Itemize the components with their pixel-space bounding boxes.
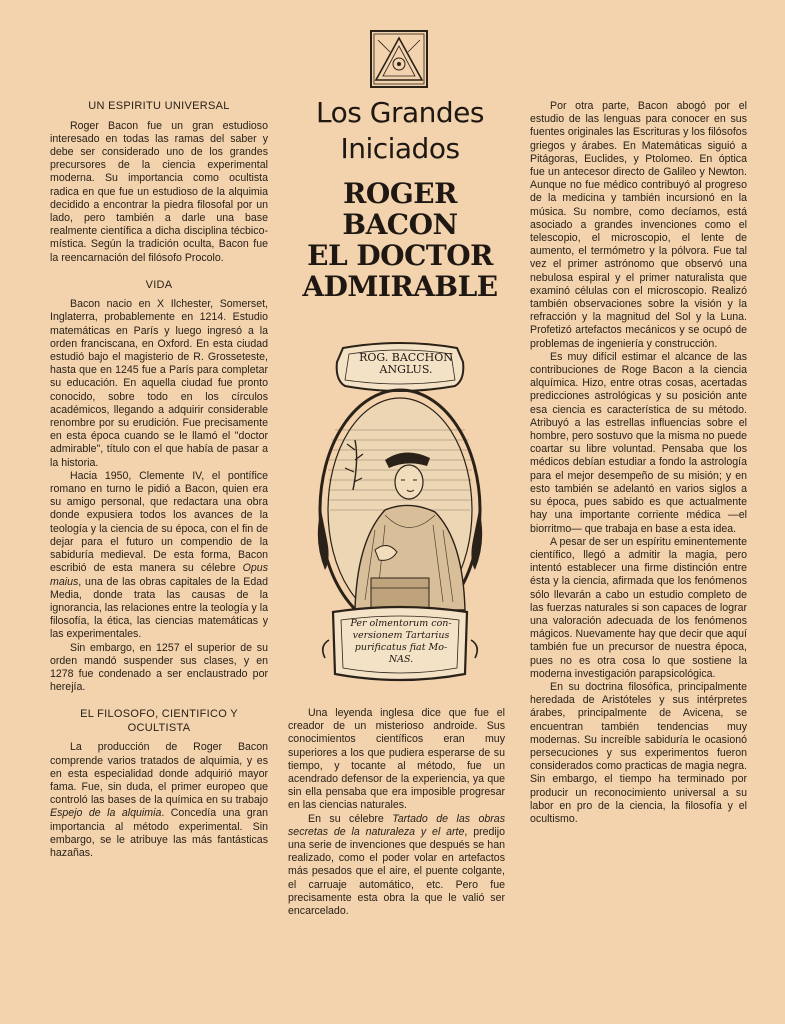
right-column [530, 100, 747, 826]
paragraph: Es muy difícil estimar el alcance de las contribuciones de Roge Bacon a la ciencia alquímica. Hizo, entre otras cosas, acertadas predicciones astrológicas y su posición ante esa ciencia es característica de su método. Atribuyó a las estrellas influencias sobre el hombre, pero sostuvo que la misma no puede coartar su libre voluntad. Pensaba que los médicos debían estudiar a fondo la astrología para el mejor desempeño de su misión; y en esto también se adelantó en varios siglos a su época, pues sabido es que actualmente hay una importante corriente médica —el biorritmo— que trabaja en base a esta idea. [530, 350, 747, 535]
series-title [290, 95, 510, 167]
text-run: . Concedía una gran importancia al método experimental. Sin embargo, se le atribuye las más fantásticas hazañas. [50, 807, 268, 859]
masonic-logo-icon [370, 30, 428, 88]
paragraph [50, 470, 268, 642]
paragraph: Bacon nacio en X Ilchester, Somerset, Inglaterra, probablemente en 1214. Estudio matemáticas en París y luego ingresó a la orden franciscana, en Oxford. En esta ciudad estudió bajo el magisterio de R. Grosseteste, hasta que en 1245 fue a París para completar su educación. En aquella ciudad fue pronto conocido, sobre todo en los círculos académicos, llegando a adquirir considerable renombre por su erudición. Fue precisamente en esta época cuando se le llamó el "doctor admirable", título con el que había de pasar a la historia. [50, 298, 268, 469]
headline-line-3: EL DOCTOR [307, 239, 493, 272]
section-heading-filosofo: EL FILOSOFO, CIENTIFICO Y OCULTISTA [80, 708, 238, 734]
text-run: , una de las obras capitales de la Edad Media, donde trata las causas de la ignorancia, las relaciones entre la teología y la filosofía, la ética, las ciencias matemáticas y las experimentales. [50, 575, 268, 641]
paragraph: Sin embargo, en 1257 el superior de su orden mandó suspender sus clases, y en 1278 fue condenado a ser enclaustrado por herejía. [50, 641, 268, 694]
section-heading-vida: VIDA [145, 278, 173, 291]
series-title-line1: Los Grandes [316, 96, 484, 129]
paragraph: Roger Bacon fue un gran estudioso interesado en todas las ramas del saber y debe ser considerado uno de los grandes precursores de la ciencia experimental moderna. Su importancia como ocultista radica en que fue un estudioso de la alquimia decidido a encontrar la piedra filosofal por un lado, pero también a darle una base realmente científica a dicha disciplina técbico-mística. Según la tradición oculta, Bacon fue la reencarnación del filósofo Procolo. [50, 119, 268, 264]
engraving-caption-bottom-line3: purificatus fiat Mo- [354, 642, 448, 653]
text-run: La producción de Roger Bacon comprende varios tratados de alquimia, y es en esta especialidad donde adquirió mayor fama. Fue, sin duda, el primer europeo que controló las bases de la química en su trabajo [50, 741, 268, 807]
engraving-caption-bottom [342, 618, 460, 666]
text-run: En su célebre [308, 812, 393, 825]
headline-line-1: ROGER [343, 177, 457, 210]
article-headline [288, 178, 512, 302]
engraving-caption-bottom-line2: versionem Tartarius [352, 630, 450, 641]
book-title: Tartado de las obras secretas de la naturaleza y el arte [288, 812, 505, 838]
series-title-line2: Iniciados [340, 132, 460, 165]
book-title: Espejo de la alquimia [50, 807, 162, 820]
engraving-caption-top-line2: ANGLUS. [379, 363, 433, 376]
section-heading-universal: UN ESPIRITU UNIVERSAL [88, 100, 230, 112]
paragraph: A pesar de ser un espíritu eminentemente científico, llegó a admitir la magia, pero intentó establecer una firme distinción entre ésta y la ciencia, afirmada que los fenómenos sólo llevarán a cabo un estudio completo de las fuerzas naturales si son capaces de lograr una valoración adecuada de los fenómenos mágicos. Nuevamente hay que decir que aquí también fue un precursor de nuestra época, pues no es otra cosa lo que sostiene la moderna investigación parapsicológica. [530, 535, 747, 680]
paragraph [288, 813, 505, 919]
headline-line-2: BACON [342, 208, 458, 241]
engraving-caption-top [355, 352, 457, 376]
engraving-caption-bottom-line1: Per olmentorum con- [350, 618, 452, 629]
paragraph: Una leyenda inglesa dice que fue el creador de un misterioso androide. Sus conocimientos científicos eran muy superiores a los que pudiera esperarse de su tiempo, y tocante al método, fue un acendrado defensor de la experiencia, ya que sin ella pensaba que era imposible progresar en las ciencias naturales. [288, 707, 505, 812]
book-title: Opus maius [50, 562, 268, 588]
left-column [50, 100, 268, 860]
text-run: Hacia 1950, Clemente IV, el pontífice romano en turno le pidió a Bacon, quien era su amigo personal, que redactara una obra donde expusiera todos los avances de la teología y la ciencia de su época, con el fin de dejar para el futuro un compendio de la sabiduría medieval. De esta forma, Bacon escribió de esta manera su célebre [50, 469, 268, 575]
paragraph: Por otra parte, Bacon abogó por el estudio de las lenguas para conocer en sus fuentes originales las Escrituras y los filósofos griegos y árabes. En Matemáticas siguió a Pitágoras, Euclides, y Ptolomeo. En óptica fue un antecesor directo de Galileo y Newton. Aunque no fue médico contribuyó al progreso de la medicina y también incursionó en la música. Su nombre, como decíamos, está asociado a grandes invenciones como el telescopio, el microscopio, el lente de aumento, el termómetro y la pólvora. Fue tal vez el primer astrónomo que observó una nebulosa espiral y el primer naturalista que examinó células con el microscopio. Realizó también observaciones sobre la visión y la refracción y la magnitud del Sol y la Luna. Profetizó artefactos mecánicos y se ocupó de problemas de ingeniería y construcción. [530, 100, 747, 350]
engraving-caption-top-line1: ROG. BACCHON [359, 351, 453, 364]
text-run: , predijo una serie de invenciones que después se han realizado, como el poder volar en artefactos más pesados que el aire, el puente colgante, el carruaje automático, etc. Pero fue precisamente esta obra la que le valió ser encarcelado. [288, 825, 505, 918]
headline-line-4: ADMIRABLE [302, 270, 498, 303]
middle-column [288, 707, 505, 918]
paragraph: En su doctrina filosófica, principalmente heredada de Aristóteles y sus intérpretes árabes, principalmente de Avicena, se encuentran también tendencias muy modernas. Su increíble sabiduría le ocasionó persecuciones y sus experimentos fueron considerados como practicas de magia negra. Sin embargo, el tiempo ha terminado por producir un reconocimiento universal a su labor en pro de la ciencia, la filosofía y el ocultismo. [530, 680, 747, 825]
paragraph [50, 741, 268, 860]
engraving-caption-bottom-line4: NAS. [388, 654, 414, 665]
